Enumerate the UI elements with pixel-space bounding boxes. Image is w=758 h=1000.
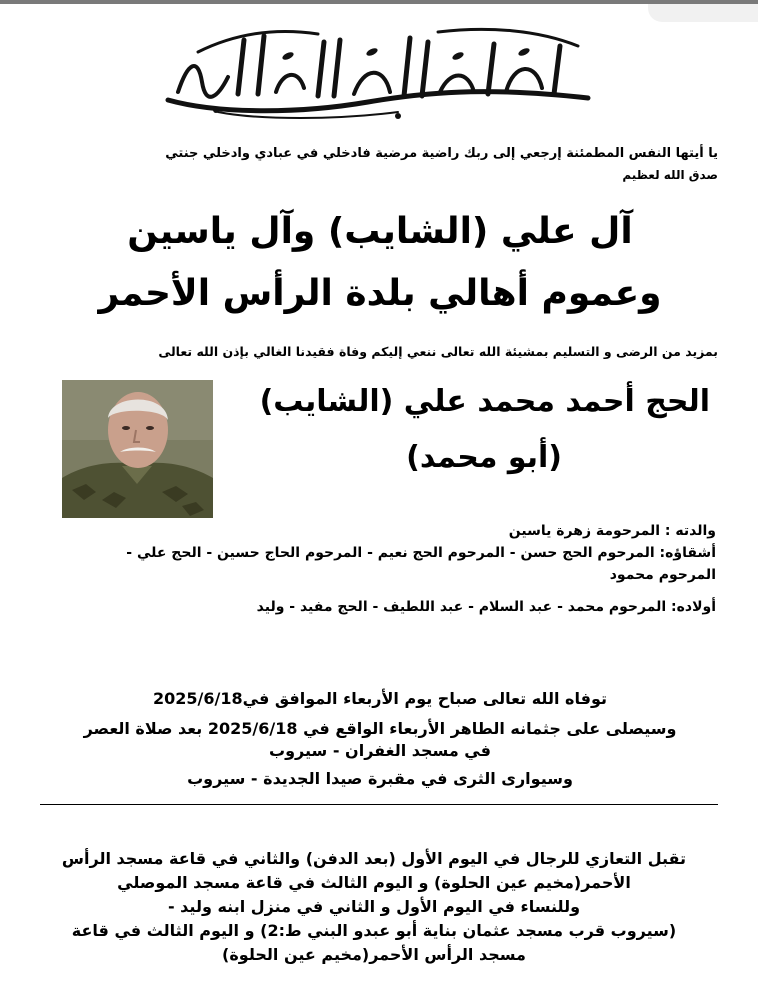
funeral-line-1: توفاه الله تعالى صباح يوم الأربعاء الموافق في2025/6/18 — [153, 689, 607, 708]
calligraphy-logo — [158, 22, 598, 122]
deceased-name: الحج أحمد محمد علي (الشايب) — [259, 384, 710, 419]
condolences-line-2: الأحمر(مخيم عين الحلوة) و اليوم الثالث في قاعة مسجد الموصلي — [117, 873, 631, 892]
quran-verse: يا أيتها النفس المطمئنة إرجعي إلى ربك راضية مرضية فادخلي في عبادي وادخلي جنتي — [165, 146, 718, 161]
portrait-photo-icon — [62, 380, 213, 518]
children-line: أولاده: المرحوم محمد - عبد السلام - عبد اللطيف - الحج مفيد - وليد — [256, 599, 716, 615]
condolences-line-3: وللنساء في اليوم الأول و الثاني في منزل ابنه وليد - — [167, 897, 581, 916]
funeral-line-2: وسيصلى على جثمانه الطاهر الأربعاء الواقع في 2025/6/18 بعد صلاة العصر — [83, 719, 677, 738]
family-line-1: آل علي (الشايب) وآل ياسين — [127, 211, 633, 252]
funeral-line-4: وسيوارى الثرى في مقبرة صيدا الجديدة - سيروب — [187, 769, 573, 788]
announcement: بمزيد من الرضى و التسليم بمشيئة الله تعالى ننعي إليكم وفاة فقيدنا الغالي بإذن الله تعالى — [158, 344, 718, 359]
condolences-line-4: (سيروب قرب مسجد عثمان بناية أبو عبدو البني ط:2) و اليوم الثالث في قاعة — [71, 921, 677, 940]
siblings-line-2: المرحوم محمود — [609, 567, 716, 583]
section-divider — [40, 804, 718, 805]
mother-line: والدته : المرحومة زهرة ياسين — [508, 523, 716, 539]
condolences-line-5: مسجد الرأس الأحمر(مخيم عين الحلوة) — [222, 945, 526, 964]
siblings-line-1: أشقاؤه: المرحوم الحج حسن - المرحوم الحج نعيم - المرحوم الحاج حسين - الحج علي - — [126, 545, 716, 561]
verse-attribution: صدق الله لعظيم — [622, 168, 718, 182]
siblings-block — [26, 542, 716, 586]
family-line-2: وعموم أهالي بلدة الرأس الأحمر — [98, 273, 662, 314]
funeral-line-3: في مسجد الغفران - سيروب — [269, 741, 491, 760]
condolences-line-1: تقبل التعازي للرجال في اليوم الأول (بعد الدفن) والثاني في قاعة مسجد الرأس — [61, 849, 687, 868]
corner-tab — [648, 4, 758, 22]
top-border — [0, 0, 758, 4]
deceased-nickname: (أبو محمد) — [406, 440, 562, 475]
